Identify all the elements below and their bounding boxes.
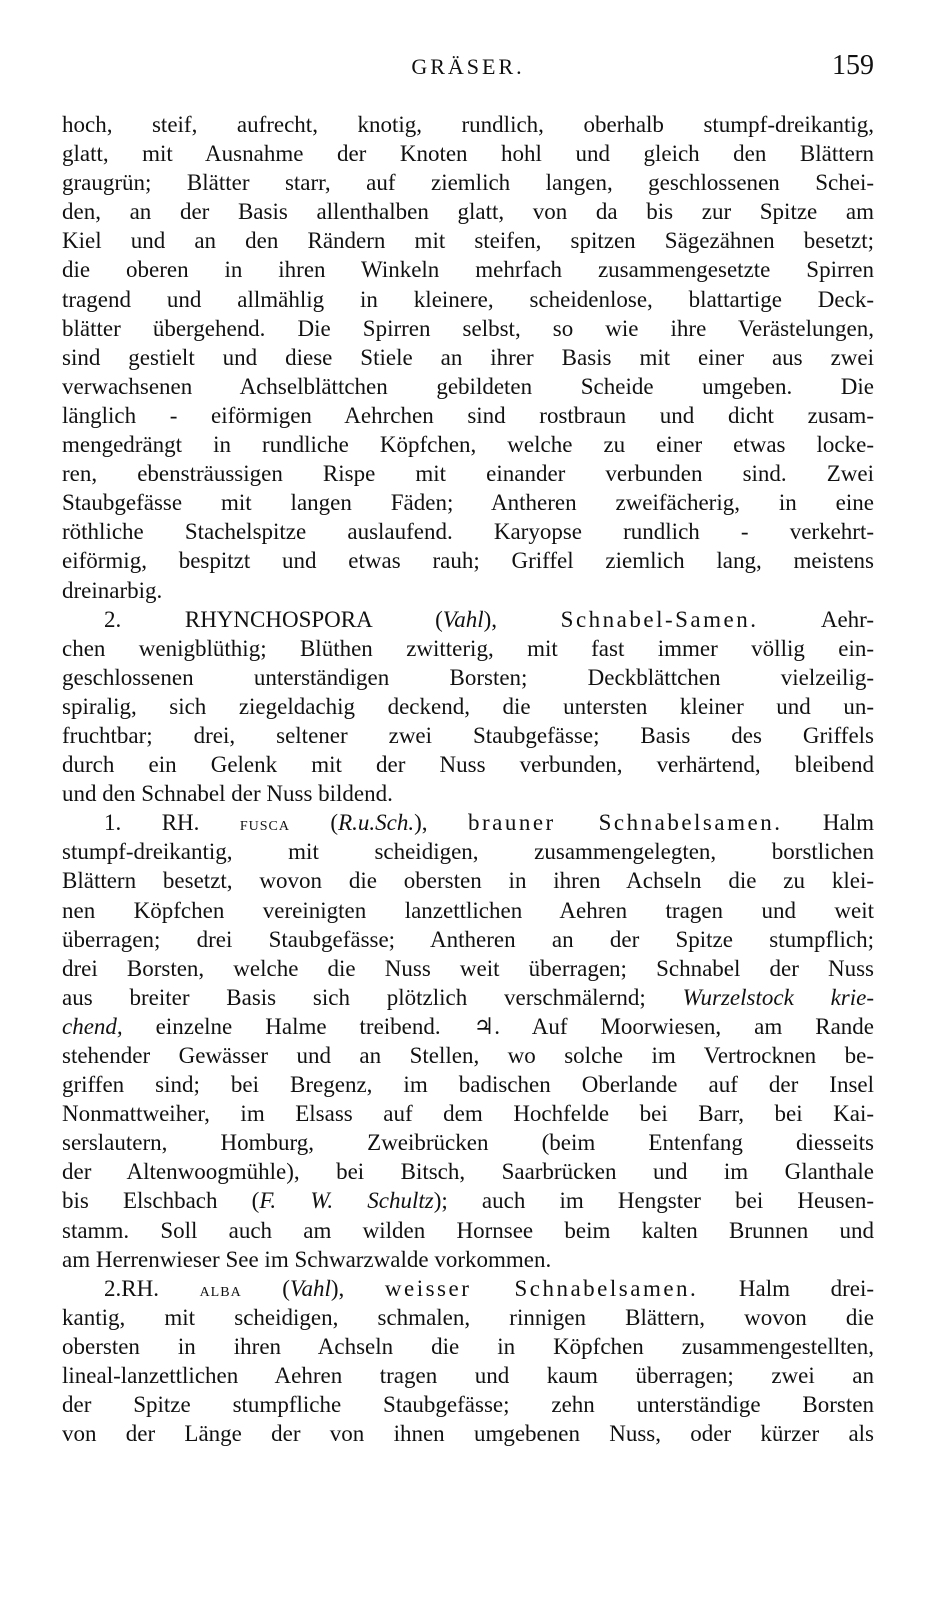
text-line: länglich - eiförmigen Aehrchen sind rostbraun und dicht zusam-: [62, 402, 874, 428]
text-line: und den Schnabel der Nuss bildend.: [62, 781, 393, 807]
text-fragment: aus breiter Basis sich plötzlich verschmälernd;: [62, 984, 646, 1010]
text-line: am Herrenwieser See im Schwarzwalde vorkommen.: [62, 1246, 552, 1272]
text-line: kantig, mit scheidigen, schmalen, rinnigen Blättern, wovon die: [62, 1304, 874, 1330]
text-line: serslautern, Homburg, Zweibrücken (beim Entenfang diesseits: [62, 1130, 874, 1156]
text-line: griffen sind; bei Bregenz, im badischen Oberlande auf der Insel: [62, 1072, 874, 1098]
species-entry-alba: [62, 1274, 874, 1449]
author-name: R.u.Sch.: [338, 810, 415, 836]
text-line: spiralig, sich ziegeldachig deckend, die untersten kleiner und un-: [62, 693, 874, 719]
text-line: tragend und allmählig in kleinere, scheidenlose, blattartige Deck-: [62, 286, 874, 312]
text-line: dreinarbig.: [62, 577, 163, 603]
text-line: röthliche Stachelspitze auslaufend. Karyopse rundlich - verkehrt-: [62, 519, 874, 545]
text-line: der Spitze stumpfliche Staubgefässe; zehn unterständige Borsten: [62, 1392, 874, 1418]
author-name: Vahl: [442, 606, 484, 632]
species-name: alba: [199, 1278, 242, 1301]
text-fragment: Aehr-: [820, 606, 874, 632]
species-entry-fusca: [62, 808, 874, 1274]
text-line: drei Borsten, welche die Nuss weit überragen; Schnabel der Nuss: [62, 955, 874, 981]
common-name: weisser Schnabelsamen.: [384, 1275, 699, 1301]
species-name: fusca: [239, 813, 290, 836]
common-name: Schnabel-Samen.: [560, 606, 759, 632]
text-line: blätter übergehend. Die Spirren selbst, so wie ihre Verästelungen,: [62, 315, 874, 341]
text-line: graugrün; Blätter starr, auf ziemlich langen, geschlossenen Schei-: [62, 170, 874, 196]
page-number: 159: [832, 50, 874, 81]
text-fragment: Halm: [822, 810, 874, 836]
text-line: obersten in ihren Achseln die in Köpfchen zusammengestellten,: [62, 1333, 874, 1359]
running-header: [62, 50, 874, 90]
italic-term: chend,: [62, 1013, 123, 1039]
text-line: der Altenwoogmühle), bei Bitsch, Saarbrücken und im Glanthale: [62, 1159, 874, 1185]
author-name: F. W. Schultz: [259, 1188, 434, 1214]
text-line: eiförmig, bespitzt und etwas rauh; Griffel ziemlich lang, meistens: [62, 548, 874, 574]
entry-number: 2.: [104, 1275, 122, 1301]
entry-heading-line: [62, 605, 874, 634]
author-name: Vahl: [289, 1275, 331, 1301]
genus-abbrev: RH.: [121, 1275, 159, 1301]
paren: (: [330, 810, 339, 836]
text-fragment: einzelne Halme treibend. ♃. Auf Moorwiesen, am Rande: [155, 1013, 874, 1039]
text-line: überragen; drei Staubgefässe; Antheren an der Spitze stumpflich;: [62, 926, 874, 952]
text-line: glatt, mit Ausnahme der Knoten hohl und gleich den Blättern: [62, 141, 874, 167]
text-line: lineal-lanzettlichen Aehren tragen und kaum überragen; zwei an: [62, 1363, 874, 1389]
paren: ),: [414, 810, 428, 836]
text-fragment: ); auch im Hengster bei Heusen-: [433, 1188, 874, 1214]
paren: ),: [330, 1275, 345, 1301]
text-line: die oberen in ihren Winkeln mehrfach zusammengesetzte Spirren: [62, 257, 874, 283]
text-line: geschlossenen unterständigen Borsten; Deckblättchen vielzeilig-: [62, 664, 874, 690]
genus-entry-rhynchospora: [62, 605, 874, 809]
text-line: stehender Gewässer und an Stellen, wo solche im Vertrocknen be-: [62, 1043, 874, 1068]
text-line: sind gestielt und diese Stiele an ihrer Basis mit einer aus zwei: [62, 344, 874, 370]
text-line: Blättern besetzt, wovon die obersten in ihren Achseln die zu klei-: [62, 868, 874, 894]
entry-number: 1.: [104, 810, 122, 836]
entry-heading-line: [62, 808, 874, 837]
paren: (: [282, 1275, 290, 1301]
text-line: stamm. Soll auch am wilden Hornsee beim kalten Brunnen und: [62, 1217, 874, 1243]
entry-number: 2.: [104, 606, 122, 632]
common-name: brauner Schnabelsamen.: [467, 810, 783, 836]
paragraph-continuation: [62, 110, 874, 605]
text-line: fruchtbar; drei, seltener zwei Staubgefässe; Basis des Griffels: [62, 722, 874, 748]
text-line: mengedrängt in rundliche Köpfchen, welche zu einer etwas locke-: [62, 432, 874, 458]
text-line: Staubgefässe mit langen Fäden; Antheren zweifächerig, in eine: [62, 490, 874, 516]
text-line: Nonmattweiher, im Elsass auf dem Hochfelde bei Barr, bei Kai-: [62, 1101, 874, 1127]
page-body: [62, 110, 874, 1448]
genus-name: RHYNCHOSPORA: [184, 606, 372, 632]
text-line: [62, 983, 874, 1012]
text-line: von der Länge der von ihnen umgebenen Nuss, oder kürzer als: [62, 1421, 874, 1447]
entry-heading-line: [62, 1274, 874, 1303]
text-line: Kiel und an den Rändern mit steifen, spitzen Sägezähnen besetzt;: [62, 228, 874, 254]
text-line: [62, 1186, 874, 1215]
paren: ),: [483, 606, 498, 632]
text-line: [62, 1012, 874, 1041]
text-line: verwachsenen Achselblättchen gebildeten Scheide umgeben. Die: [62, 373, 874, 399]
running-title: GRÄSER.: [411, 54, 525, 79]
text-fragment: Halm drei-: [738, 1275, 874, 1301]
text-line: chen wenigblüthig; Blüthen zwitterig, mit fast immer völlig ein-: [62, 635, 874, 661]
paren: (: [435, 606, 443, 632]
text-line: stumpf-dreikantig, mit scheidigen, zusammengelegten, borstlichen: [62, 839, 874, 865]
text-fragment: bis Elschbach (: [62, 1188, 260, 1214]
text-line: nen Köpfchen vereinigten lanzettlichen Aehren tragen und weit: [62, 897, 874, 923]
italic-term: Wurzelstock krie-: [682, 984, 874, 1010]
text-line: den, an der Basis allenthalben glatt, von da bis zur Spitze am: [62, 199, 874, 225]
genus-abbrev: RH.: [161, 810, 200, 836]
text-line: ren, ebensträussigen Rispe mit einander verbunden sind. Zwei: [62, 461, 874, 487]
text-line: hoch, steif, aufrecht, knotig, rundlich, oberhalb stumpf-dreikantig,: [62, 112, 874, 137]
text-line: durch ein Gelenk mit der Nuss verbunden, verhärtend, bleibend: [62, 752, 874, 778]
